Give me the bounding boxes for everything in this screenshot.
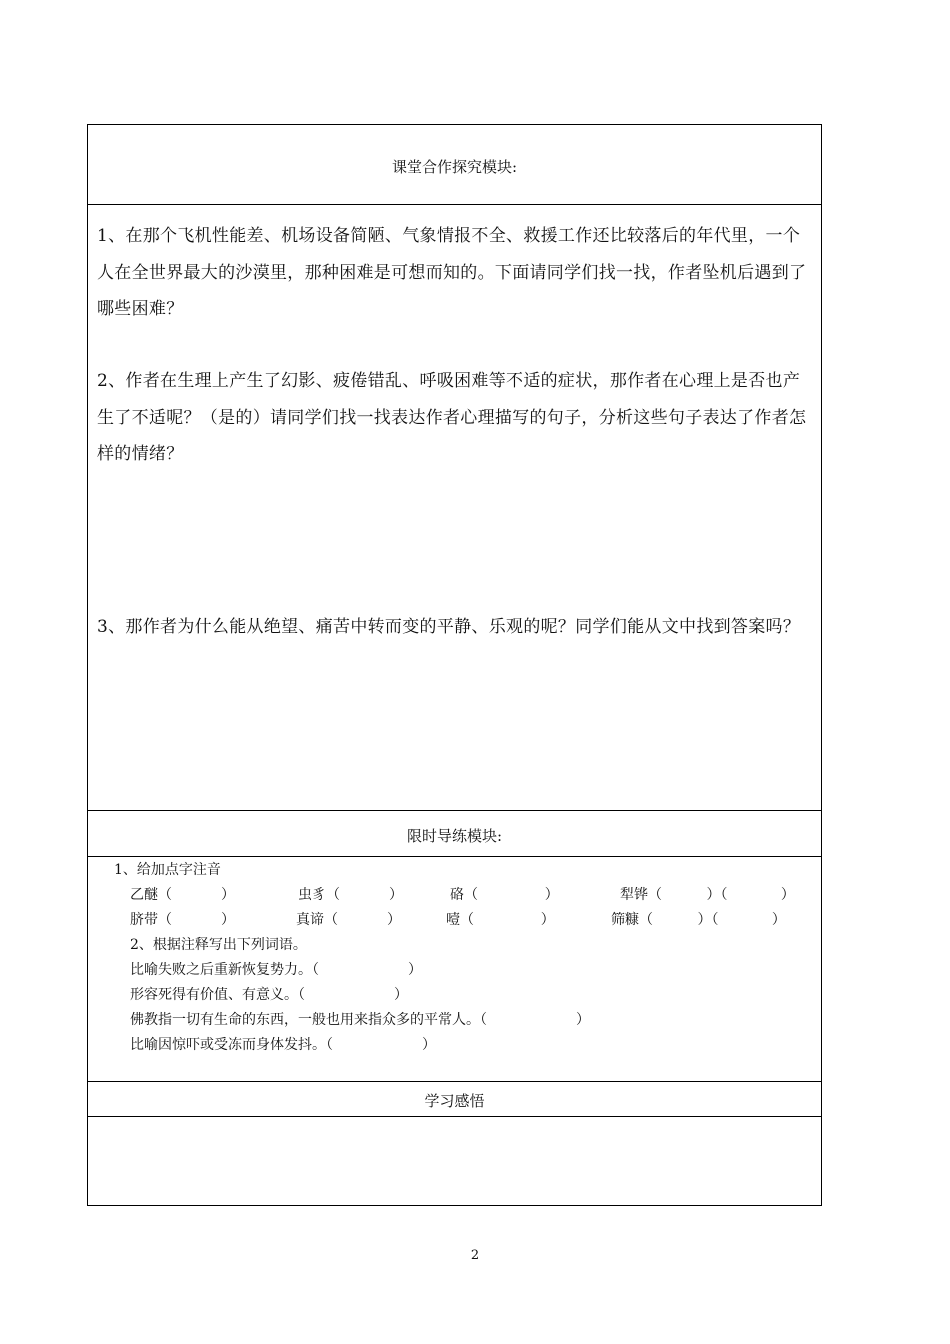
definition-item: 比喻因惊吓或受冻而身体发抖。（ ）: [130, 1037, 437, 1053]
definition-item: 形容死得有价值、有意义。（ ）: [130, 987, 409, 1003]
divider: [88, 1116, 821, 1117]
pinyin-item: 筛糠（ ）（ ）: [611, 912, 786, 928]
pinyin-item: 犁铧（ ）（ ）: [620, 887, 795, 903]
question-1: 1、在那个飞机性能差、机场设备简陋、气象情报不全、救援工作还比较落后的年代里，一个人在全世界最大的沙漠里，那种困难是可想而知的。下面请同学们找一找，作者坠机后遇到了哪些困难？: [97, 226, 807, 319]
reflection-title: 学习感悟: [424, 1092, 485, 1110]
pinyin-item: 脐带（ ）: [130, 912, 235, 928]
definition-item: 比喻失败之后重新恢复势力。（ ）: [130, 962, 423, 978]
divider: [88, 1081, 821, 1082]
divider: [88, 204, 821, 205]
divider: [88, 856, 821, 857]
pinyin-item: 虫豸（ ）: [298, 887, 403, 903]
pinyin-item: 乙醚（ ）: [130, 887, 235, 903]
practice-section-title: 限时导练模块:: [406, 827, 503, 845]
words-heading: 2、根据注释写出下列词语。: [130, 937, 307, 953]
worksheet-table: [87, 124, 822, 1206]
pinyin-item: 硌（ ）: [450, 887, 559, 903]
pinyin-heading: 1、给加点字注音: [114, 862, 221, 878]
question-3: 3、那作者为什么能从绝望、痛苦中转而变的平静、乐观的呢？同学们能从文中找到答案吗？: [97, 617, 801, 637]
question-2: 2、作者在生理上产生了幻影、疲倦错乱、呼吸困难等不适的症状，那作者在心理上是否也产生了不适呢？（是的）请同学们找一找表达作者心理描写的句子，分析这些句子表达了作者怎样的情绪？: [97, 371, 807, 464]
divider: [88, 810, 821, 811]
explore-section-title: 课堂合作探究模块:: [391, 158, 518, 176]
pinyin-item: 噎（ ）: [446, 912, 555, 928]
pinyin-item: 真谛（ ）: [296, 912, 401, 928]
definition-item: 佛教指一切有生命的东西，一般也用来指众多的平常人。（ ）: [130, 1012, 591, 1028]
page-number: 2: [470, 1248, 480, 1263]
